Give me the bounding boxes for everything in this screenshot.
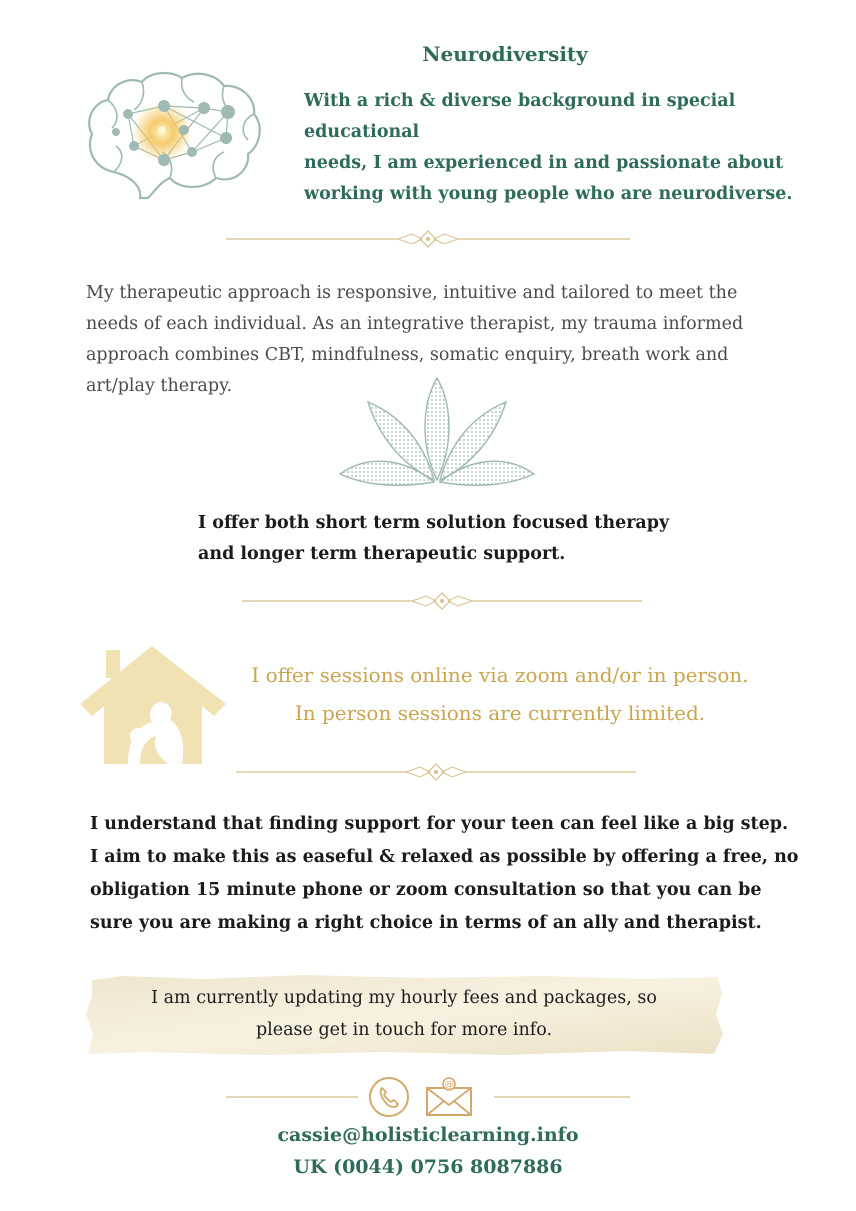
ornamental-divider — [242, 592, 642, 610]
lotus-icon — [338, 374, 536, 486]
envelope-icon[interactable] — [424, 1074, 474, 1118]
ornamental-divider — [226, 230, 630, 248]
support-line: I understand that finding support for your teen can feel like a big step. — [90, 814, 789, 834]
support-line: I aim to make this as easeful & relaxed as possible by offering a free, no — [90, 847, 799, 867]
brain-network-icon — [84, 68, 266, 202]
approach-line: art/play therapy. — [86, 376, 233, 396]
svg-text:@: @ — [444, 1080, 454, 1090]
fees-text — [96, 982, 712, 1046]
approach-line: needs of each individual. As an integrative therapist, my trauma informed — [86, 314, 744, 334]
contact-phone[interactable]: UK (0044) 0756 8087886 — [293, 1156, 563, 1178]
page-title: Neurodiversity — [422, 42, 588, 66]
fees-line: please get in touch for more info. — [255, 1020, 553, 1040]
support-line: sure you are making a right choice in terms of an ally and therapist. — [90, 913, 762, 933]
ornamental-divider — [236, 763, 636, 781]
offer-line: I offer both short term solution focused therapy — [198, 513, 670, 533]
sessions-line: I offer sessions online via zoom and/or in person. — [251, 663, 749, 687]
offer-line: and longer term therapeutic support. — [198, 544, 566, 564]
intro-line: needs, I am experienced in and passionate about — [304, 153, 784, 173]
intro-line: working with young people who are neurodiverse. — [304, 184, 793, 204]
approach-line: approach combines CBT, mindfulness, somatic enquiry, breath work and — [86, 345, 729, 365]
intro-text — [304, 86, 844, 210]
approach-line: My therapeutic approach is responsive, intuitive and tailored to meet the — [86, 283, 738, 303]
support-line: obligation 15 minute phone or zoom consultation so that you can be — [90, 880, 762, 900]
sessions-text — [200, 656, 800, 732]
contact-email[interactable]: cassie@holisticlearning.info — [277, 1124, 579, 1146]
support-text — [90, 808, 830, 940]
phone-icon[interactable] — [367, 1075, 411, 1119]
offer-text — [198, 508, 718, 570]
fees-line: I am currently updating my hourly fees and packages, so — [151, 988, 657, 1008]
intro-line: With a rich & diverse background in special educational — [304, 91, 736, 142]
sessions-line: In person sessions are currently limited. — [294, 701, 706, 725]
